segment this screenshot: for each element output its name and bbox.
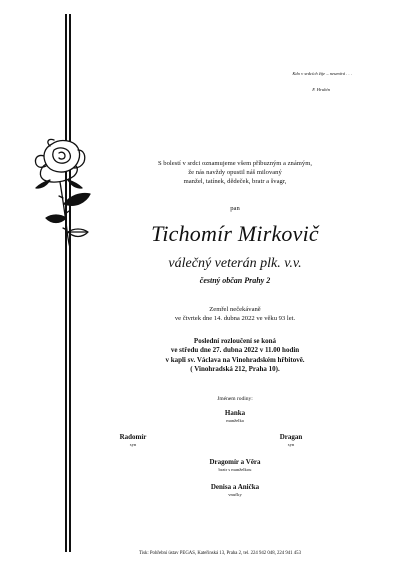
death-notice xyxy=(80,306,390,324)
mourner-entry xyxy=(80,483,390,499)
mourner-name: Denisa a Anička xyxy=(210,483,260,491)
mourner-relation: bratr s manželkou xyxy=(218,467,252,473)
border-line-left xyxy=(65,14,67,552)
border-line-right xyxy=(69,14,71,552)
death-line: Zemřel nečekávaně xyxy=(209,306,261,313)
funeral-line: Poslední rozloučení se koná xyxy=(193,337,277,345)
funeral-line: ve středu dne 27. dubna 2022 v 11.00 hodin xyxy=(170,346,300,355)
mourner-name: Hanka xyxy=(224,409,246,417)
mourners-heading: Jménem rodiny: xyxy=(217,396,253,402)
funeral-line: v kapli sv. Václava na Vinohradském hřbitově. xyxy=(165,355,305,364)
quote-author: F. Hrubín xyxy=(312,87,330,92)
deceased-name: Tichomír Mirkovič xyxy=(151,221,319,246)
deceased-title: válečný veterán plk. v.v. xyxy=(168,256,302,271)
intro-line: manžel, tatínek, dědeček, bratr a švagr, xyxy=(183,177,287,185)
mourner-entry xyxy=(80,409,390,425)
print-footer: Tisk: Pohřební ústav PEGAS, Kateřinská 13, Praha 2, tel. 224 942 048, 224 941 453 xyxy=(139,551,301,556)
intro-line: že nás navždy opustil náš milovaný xyxy=(188,168,282,176)
mourner-relation: manželka xyxy=(226,418,244,424)
mourner-relation: syn xyxy=(287,442,295,448)
mourner-name: Dragomír a Věra xyxy=(209,458,261,466)
intro-line: S bolestí v srdci oznamujeme všem příbuzným a známým, xyxy=(157,160,312,167)
mourner-relation: vnučky xyxy=(228,492,242,498)
mourner-relation: syn xyxy=(129,442,137,448)
funeral-line: ( Vinohradská 212, Praha 10). xyxy=(190,365,280,374)
mourner-entry xyxy=(108,433,158,449)
quote-text: Kdo v srdcích žije – neumírá . . . xyxy=(292,71,352,76)
intro-text xyxy=(80,160,390,187)
quote-block xyxy=(232,71,352,92)
pan-label: pan xyxy=(230,205,240,212)
mourner-name: Dragan xyxy=(279,433,303,441)
funeral-notice xyxy=(80,337,390,375)
deceased-honor: čestný občan Prahy 2 xyxy=(199,276,271,285)
death-line: ve čtvrtek dne 14. dubna 2022 ve věku 93 let. xyxy=(174,314,296,322)
mourner-entry xyxy=(80,458,390,474)
mourner-name: Radomír xyxy=(119,433,147,441)
mourner-entry xyxy=(266,433,316,449)
